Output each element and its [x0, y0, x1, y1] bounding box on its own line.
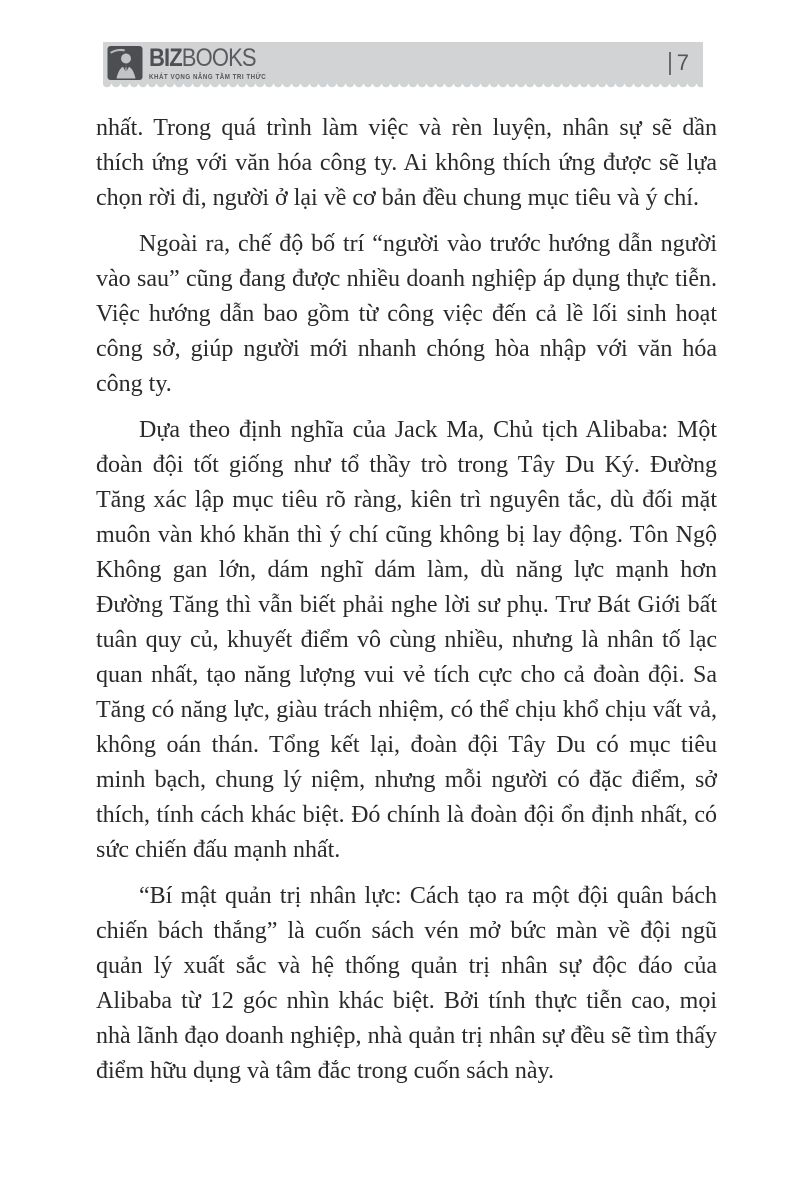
- brand-text: [149, 43, 267, 81]
- brand-tagline: KHÁT VỌNG NÂNG TẦM TRI THỨC: [149, 73, 267, 81]
- body-text: [96, 111, 717, 1100]
- brand-name-light: BOOKS: [181, 43, 256, 72]
- paragraph-2: Ngoài ra, chế độ bố trí “người vào trước hướng dẫn người vào sau” cũng đang được nhiều doanh nghiệp áp dụng thực tiễn. Việc hướng dẫn bao gồm từ công việc đến cả lề lối sinh hoạt công sở, giúp người mới nhanh chóng hòa nhập với văn hóa công ty.: [96, 231, 717, 397]
- page-number-separator: [669, 52, 671, 75]
- page-header: [103, 42, 703, 84]
- paragraph-3: Dựa theo định nghĩa của Jack Ma, Chủ tịch Alibaba: Một đoàn đội tốt giống như tổ thầy trò trong Tây Du Ký. Đường Tăng xác lập mục tiêu rõ ràng, kiên trì nguyên tắc, dù đối mặt muôn vàn khó khăn thì ý chí cũng không bị lay động. Tôn Ngộ Không gan lớn, dám nghĩ dám làm, dù năng lực mạnh hơn Đường Tăng thì vẫn biết phải nghe lời sư phụ. Trư Bát Giới bất tuân quy củ, khuyết điểm vô cùng nhiều, nhưng là nhân tố lạc quan nhất, tạo năng lượng vui vẻ tích cực cho cả đoàn đội. Sa Tăng có năng lực, giàu trách nhiệm, có thể chịu khổ chịu vất vả, không oán thán. Tổng kết lại, đoàn đội Tây Du có mục tiêu minh bạch, chung lý niệm, nhưng mỗi người có đặc điểm, sở thích, tính cách khác biệt. Đó chính là đoàn đội ổn định nhất, có sức chiến đấu mạnh nhất.: [96, 417, 717, 863]
- brand-name-bold: BIZ: [149, 43, 182, 72]
- paragraph-1: nhất. Trong quá trình làm việc và rèn luyện, nhân sự sẽ dần thích ứng với văn hóa công ty. Ai không thích ứng được sẽ lựa chọn rời đi, người ở lại về cơ bản đều chung mục tiêu và ý chí.: [96, 115, 717, 211]
- page-number: [669, 50, 689, 76]
- bizbooks-logo-icon: [107, 45, 143, 81]
- paragraph-4: “Bí mật quản trị nhân lực: Cách tạo ra một đội quân bách chiến bách thắng” là cuốn sách vén mở bức màn về đội ngũ quản lý xuất sắc và hệ thống quản trị nhân sự độc đáo của Alibaba từ 12 góc nhìn khác biệt. Bởi tính thực tiễn cao, mọi nhà lãnh đạo doanh nghiệp, nhà quản trị nhân sự đều sẽ tìm thấy điểm hữu dụng và tâm đắc trong cuốn sách này.: [96, 883, 717, 1084]
- brand-name: [149, 43, 266, 72]
- publisher-logo: [107, 45, 282, 81]
- page-number-value: 7: [676, 50, 689, 75]
